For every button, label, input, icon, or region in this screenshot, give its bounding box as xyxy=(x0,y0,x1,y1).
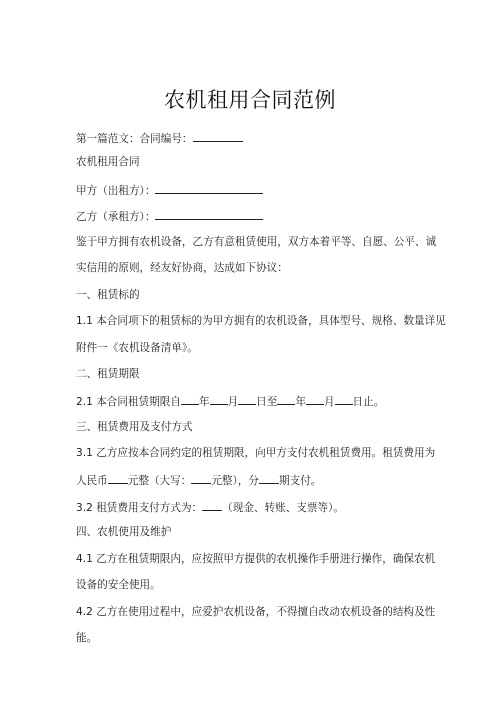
fee-installments-label: 元整），分 xyxy=(211,475,260,487)
start-month-blank xyxy=(210,393,228,405)
section-1-heading: 一、租赁标的 xyxy=(76,289,140,301)
clause-3-2-label: 3.2 租赁费用支付方式为： xyxy=(76,502,203,514)
month-label: 月 xyxy=(227,396,239,408)
end-year-blank xyxy=(277,393,295,405)
party-b-line xyxy=(76,208,263,224)
fee-capital-label: 元整（大写： xyxy=(127,475,192,487)
party-a-blank xyxy=(155,182,263,194)
party-b-blank xyxy=(155,208,263,220)
start-year-blank xyxy=(181,393,199,405)
clause-1-1-line-2: 附件一《农机设备清单》。 xyxy=(76,342,198,354)
preamble-line-1: 鉴于甲方拥有农机设备，乙方有意租赁使用，双方本着平等、自愿、公平、诚 xyxy=(76,236,437,248)
day-to-label: 日至 xyxy=(256,396,278,408)
clause-4-1-line-2: 设备的安全使用。 xyxy=(76,579,161,591)
payment-method-blank xyxy=(202,499,222,511)
document-title: 农机租用合同范例 xyxy=(164,88,336,112)
clause-3-2 xyxy=(76,499,344,515)
contract-heading: 农机租用合同 xyxy=(76,156,140,168)
party-a-line xyxy=(76,182,263,198)
fee-end-label: 期支付。 xyxy=(279,475,322,487)
month-label: 月 xyxy=(323,396,335,408)
section-2-heading: 二、租赁期限 xyxy=(76,368,140,380)
preamble-line-2: 实信用的原则，经友好协商，达成如下协议： xyxy=(76,262,288,274)
year-label: 年 xyxy=(295,396,306,408)
contract-number-line xyxy=(76,130,243,146)
fee-capital-blank xyxy=(191,472,211,484)
end-month-blank xyxy=(306,393,324,405)
year-label: 年 xyxy=(198,396,210,408)
clause-2-1 xyxy=(76,393,384,409)
day-end-label: 日止。 xyxy=(352,396,385,408)
contract-number-label: 第一篇范文：合同编号： xyxy=(76,133,193,145)
party-b-label: 乙方（承租方）： xyxy=(76,211,156,223)
start-day-blank xyxy=(238,393,256,405)
installments-blank xyxy=(259,472,279,484)
clause-3-1-line-1: 3.1 乙方应按本合同约定的租赁期限，向甲方支付农机租赁费用。租赁费用为 xyxy=(76,447,436,459)
section-4-heading: 四、农机使用及维护 xyxy=(76,526,172,538)
clause-4-2-line-1: 4.2 乙方在使用过程中，应爱护农机设备，不得擅自改动农机设备的结构及性 xyxy=(76,606,436,618)
section-3-heading: 三、租赁费用及支付方式 xyxy=(76,421,193,433)
contract-number-blank xyxy=(193,130,243,142)
clause-4-1-line-1: 4.1 乙方在租赁期限内，应按照甲方提供的农机操作手册进行操作，确保农机 xyxy=(76,553,436,565)
clause-3-1-line-2 xyxy=(76,472,321,488)
clause-4-2-line-2: 能。 xyxy=(76,632,98,644)
payment-method-options: （现金、转账、支票等）。 xyxy=(222,502,344,514)
clause-2-1-label: 2.1 本合同租赁期限自 xyxy=(76,396,181,408)
fee-amount-blank xyxy=(108,472,128,484)
clause-1-1-line-1: 1.1 本合同项下的租赁标的为甲方拥有的农机设备，具体型号、规格、数量详见 xyxy=(76,315,446,327)
rmb-label: 人民币 xyxy=(76,475,108,487)
party-a-label: 甲方（出租方）： xyxy=(76,185,156,197)
end-day-blank xyxy=(335,393,353,405)
